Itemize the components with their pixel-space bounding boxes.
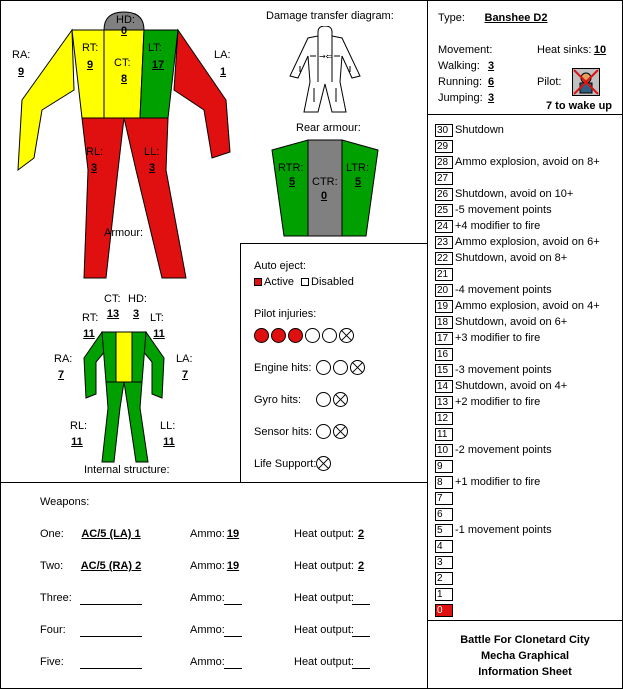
internal-structure-label: Internal structure: xyxy=(84,464,170,476)
heat-effect-label: Shutdown, avoid on 10+ xyxy=(455,188,574,200)
heat-level-box[interactable]: 5 xyxy=(435,524,453,537)
weapon-name-field[interactable]: AC/5 (LA) 1 xyxy=(81,528,141,540)
weapon-heat-field[interactable]: 2 xyxy=(357,528,365,540)
disabled-checkbox[interactable] xyxy=(301,278,309,286)
heat-effect-label: -3 movement points xyxy=(455,364,552,376)
pilot-injury-circle[interactable] xyxy=(322,328,337,343)
heat-effect-label: +4 modifier to fire xyxy=(455,220,541,232)
rear-armour-center-torso xyxy=(308,140,342,236)
heat-level-box[interactable]: 29 xyxy=(435,140,453,153)
heat-level-box[interactable]: 14 xyxy=(435,380,453,393)
heat-level-box[interactable]: 22 xyxy=(435,252,453,265)
heat-scale-row[interactable] xyxy=(435,346,455,362)
active-option-label: Active xyxy=(264,276,294,288)
heat-level-box[interactable]: 3 xyxy=(435,556,453,569)
weapon-ammo-field[interactable]: 19 xyxy=(226,528,240,540)
weapon-heat-label: Heat output: xyxy=(294,656,354,668)
weapon-slot-label: One: xyxy=(40,528,64,540)
heat-level-box[interactable]: 9 xyxy=(435,460,453,473)
heat-level-box[interactable]: 20 xyxy=(435,284,453,297)
weapon-heat-field[interactable]: 2 xyxy=(357,560,365,572)
internal-ra-label: RA: xyxy=(54,353,73,365)
pilot-injuries-label: Pilot injuries: xyxy=(254,308,317,320)
heat-scale-row[interactable] xyxy=(435,282,552,298)
rear-armour-title: Rear armour: xyxy=(296,122,361,134)
weapons-title: Weapons: xyxy=(40,496,90,508)
heat-level-box[interactable]: 13 xyxy=(435,396,453,409)
heat-scale-row[interactable] xyxy=(435,138,455,154)
heat-level-box[interactable]: 28 xyxy=(435,156,453,169)
weapon-ammo-blank[interactable] xyxy=(224,604,242,605)
internal-left-leg xyxy=(124,382,148,462)
sheet-title-line1: Battle For Clonetard City xyxy=(460,634,590,646)
heat-scale-row[interactable] xyxy=(435,426,455,442)
armour-ct-value: 8 xyxy=(120,73,128,85)
heat-scale-row[interactable] xyxy=(435,474,540,490)
weapon-heat-blank[interactable] xyxy=(352,636,370,637)
heat-level-box[interactable]: 8 xyxy=(435,476,453,489)
weapon-heat-blank[interactable] xyxy=(352,668,370,669)
armour-ll-label: LL: xyxy=(144,146,160,158)
gyro-hit-final-circle[interactable] xyxy=(333,392,348,407)
sensor-hit-circle[interactable] xyxy=(316,424,331,439)
heat-sinks-label: Heat sinks: xyxy=(537,44,592,56)
heat-level-box[interactable]: 0 xyxy=(435,604,453,617)
internal-rt-label: RT: xyxy=(82,312,99,324)
wake-up-text: 7 to wake up xyxy=(546,100,613,112)
sensor-hit-final-circle[interactable] xyxy=(333,424,348,439)
armour-right-leg xyxy=(82,118,124,278)
heat-scale-row[interactable] xyxy=(435,314,567,330)
pilot-injuries-track xyxy=(254,328,356,343)
sheet-title xyxy=(428,620,622,680)
heat-scale-row[interactable] xyxy=(435,506,455,522)
walking-label: Walking: xyxy=(438,60,480,72)
heat-scale-row[interactable] xyxy=(435,154,600,170)
heat-level-box[interactable]: 10 xyxy=(435,444,453,457)
gyro-hit-circle[interactable] xyxy=(316,392,331,407)
rear-armour-right-torso xyxy=(272,140,308,236)
heat-effect-label: -1 movement points xyxy=(455,524,552,536)
heat-scale-row[interactable] xyxy=(435,442,552,458)
armour-label: Armour: xyxy=(104,227,144,239)
rear-armour-left-torso xyxy=(342,140,378,236)
pilot-injury-circle[interactable] xyxy=(254,328,269,343)
running-value: 6 xyxy=(487,76,495,88)
armour-ll-value: 3 xyxy=(148,162,156,174)
weapon-name-blank[interactable] xyxy=(80,636,142,637)
engine-hit-final-circle[interactable] xyxy=(350,360,365,375)
weapon-heat-label: Heat output: xyxy=(294,528,354,540)
weapon-name-blank[interactable] xyxy=(80,604,142,605)
internal-structure-diagram xyxy=(80,328,170,464)
auto-eject-options xyxy=(254,276,354,288)
heat-effect-label: Ammo explosion, avoid on 6+ xyxy=(455,236,600,248)
pilot-injury-circle[interactable] xyxy=(288,328,303,343)
sheet-title-line3: Information Sheet xyxy=(478,666,572,678)
movement-label: Movement: xyxy=(438,44,493,56)
armour-ra-label: RA: xyxy=(12,49,31,61)
weapon-slot-label: Five: xyxy=(40,656,64,668)
rear-armour-ctr-label: CTR: xyxy=(312,176,338,188)
life-support-label: Life Support: xyxy=(254,458,317,470)
heat-scale-row[interactable] xyxy=(435,298,600,314)
internal-ct-label: CT: xyxy=(104,293,121,305)
heat-scale-row[interactable] xyxy=(435,250,567,266)
heat-scale-row[interactable] xyxy=(435,394,540,410)
weapon-name-blank[interactable] xyxy=(80,668,142,669)
armour-ct-label: CT: xyxy=(114,57,131,69)
heat-effect-label: Ammo explosion, avoid on 4+ xyxy=(455,300,600,312)
auto-eject-active-option[interactable] xyxy=(254,276,294,288)
rear-armour-ctr-value: 0 xyxy=(320,190,328,202)
gyro-hits-track xyxy=(316,392,350,407)
jumping-value: 3 xyxy=(487,92,495,104)
heat-level-box[interactable]: 15 xyxy=(435,364,453,377)
weapon-heat-label: Heat output: xyxy=(294,592,354,604)
heat-scale-row[interactable] xyxy=(435,570,455,586)
rear-armour-ltr-label: LTR: xyxy=(346,162,370,174)
internal-ra-value: 7 xyxy=(57,369,65,381)
internal-ll-label: LL: xyxy=(160,420,176,432)
heat-level-box[interactable]: 24 xyxy=(435,220,453,233)
heat-level-box[interactable]: 7 xyxy=(435,492,453,505)
armour-hd-label: HD: xyxy=(116,14,135,26)
heat-level-box[interactable]: 1 xyxy=(435,588,453,601)
heat-scale-row[interactable] xyxy=(435,554,455,570)
heat-level-box[interactable]: 16 xyxy=(435,348,453,361)
armour-rt-value: 9 xyxy=(86,59,94,71)
heat-level-box[interactable]: 18 xyxy=(435,316,453,329)
pilot-unconscious-icon[interactable] xyxy=(572,68,600,96)
active-checkbox[interactable] xyxy=(254,278,262,286)
heat-effect-label: Ammo explosion, avoid on 8+ xyxy=(455,156,600,168)
heat-effect-label: -2 movement points xyxy=(455,444,552,456)
internal-right-leg xyxy=(102,382,124,462)
heat-scale-row[interactable] xyxy=(435,538,455,554)
armour-diagram xyxy=(0,0,240,290)
internal-left-torso xyxy=(132,332,146,382)
rear-armour-diagram xyxy=(270,138,380,238)
walking-value: 3 xyxy=(487,60,495,72)
rear-armour-ltr-value: 5 xyxy=(354,176,362,188)
heat-level-box[interactable]: 12 xyxy=(435,412,453,425)
heat-effect-label: -4 movement points xyxy=(455,284,552,296)
heat-scale-row[interactable] xyxy=(435,122,504,138)
heat-scale-row[interactable] xyxy=(435,234,600,250)
engine-hits-label: Engine hits: xyxy=(254,362,312,374)
type-label: Type: xyxy=(438,12,465,24)
heat-scale-row[interactable] xyxy=(435,362,552,378)
heat-scale-row[interactable] xyxy=(435,378,567,394)
heat-scale-row[interactable] xyxy=(435,186,573,202)
heat-effect-label: Shutdown, avoid on 8+ xyxy=(455,252,568,264)
heat-effect-label: +1 modifier to fire xyxy=(455,476,541,488)
armour-la-value: 1 xyxy=(219,66,227,78)
auto-eject-disabled-option[interactable] xyxy=(301,276,354,288)
weapon-slot-label: Four: xyxy=(40,624,66,636)
internal-hd-value: 3 xyxy=(132,308,140,320)
damage-transfer-diagram xyxy=(280,26,370,116)
svg-text:→⇐: →⇐ xyxy=(319,52,333,61)
armour-left-leg xyxy=(124,118,186,278)
internal-rt-value: 11 xyxy=(83,328,95,340)
weapon-heat-blank[interactable] xyxy=(352,604,370,605)
life-support-circle[interactable] xyxy=(316,456,331,471)
weapon-ammo-label: Ammo: xyxy=(190,528,225,540)
heat-scale-row[interactable] xyxy=(435,218,540,234)
heat-level-box[interactable]: 19 xyxy=(435,300,453,313)
heat-level-box[interactable]: 30 xyxy=(435,124,453,137)
internal-la-value: 7 xyxy=(181,369,189,381)
heat-scale-row[interactable] xyxy=(435,490,455,506)
heat-level-box[interactable]: 23 xyxy=(435,236,453,249)
rear-armour-rtr-value: 5 xyxy=(288,176,296,188)
armour-rl-value: 3 xyxy=(90,162,98,174)
heat-scale-row[interactable] xyxy=(435,266,455,282)
damage-transfer-title: Damage transfer diagram: xyxy=(266,10,394,22)
auto-eject-label: Auto eject: xyxy=(254,260,306,272)
heat-scale-row[interactable] xyxy=(435,458,455,474)
pilot-injury-circle[interactable] xyxy=(305,328,320,343)
weapon-ammo-label: Ammo: xyxy=(190,560,225,572)
weapon-heat-label: Heat output: xyxy=(294,560,354,572)
weapon-slot-label: Three: xyxy=(40,592,72,604)
engine-hit-circle[interactable] xyxy=(316,360,331,375)
jumping-label: Jumping: xyxy=(438,92,483,104)
gyro-hits-label: Gyro hits: xyxy=(254,394,302,406)
weapon-ammo-label: Ammo: xyxy=(190,592,225,604)
internal-ll-value: 11 xyxy=(163,436,175,448)
heat-scale-row[interactable] xyxy=(435,602,455,618)
heat-level-box[interactable]: 17 xyxy=(435,332,453,345)
heat-level-box[interactable]: 26 xyxy=(435,188,453,201)
heat-effect-label: -5 movement points xyxy=(455,204,552,216)
weapon-ammo-blank[interactable] xyxy=(224,636,242,637)
heat-level-box[interactable]: 4 xyxy=(435,540,453,553)
weapon-name-field[interactable]: AC/5 (RA) 2 xyxy=(80,560,142,572)
heat-level-box[interactable]: 2 xyxy=(435,572,453,585)
heat-scale-row[interactable] xyxy=(435,170,455,186)
running-label: Running: xyxy=(438,76,483,88)
internal-la-label: LA: xyxy=(176,353,193,365)
weapon-slot-label: Two: xyxy=(40,560,64,572)
armour-rt-label: RT: xyxy=(82,42,99,54)
disabled-option-label: Disabled xyxy=(311,276,354,288)
internal-center-torso xyxy=(116,332,132,382)
internal-ct-value: 13 xyxy=(106,308,120,320)
weapons-panel-border xyxy=(0,482,428,483)
heat-level-box[interactable]: 11 xyxy=(435,428,453,441)
heat-scale-row[interactable] xyxy=(435,410,455,426)
heat-effect-label: +3 modifier to fire xyxy=(455,332,541,344)
heat-effect-label: Shutdown xyxy=(455,124,504,136)
heat-effect-label: +2 modifier to fire xyxy=(455,396,541,408)
engine-hits-track xyxy=(316,360,367,375)
mech-info-panel-border xyxy=(427,114,623,115)
armour-lt-label: LT: xyxy=(148,42,162,54)
engine-hit-circle[interactable] xyxy=(333,360,348,375)
heat-level-box[interactable]: 25 xyxy=(435,204,453,217)
weapon-ammo-label: Ammo: xyxy=(190,656,225,668)
armour-rl-label: RL: xyxy=(86,146,104,158)
sheet-title-line2: Mecha Graphical xyxy=(480,650,570,662)
internal-hd-label: HD: xyxy=(128,293,147,305)
armour-la-label: LA: xyxy=(214,49,231,61)
armour-lt-value: 17 xyxy=(151,59,165,71)
internal-rl-value: 11 xyxy=(71,436,83,448)
heat-scale-row[interactable] xyxy=(435,202,552,218)
sensor-hits-track xyxy=(316,424,350,439)
weapon-ammo-field[interactable]: 19 xyxy=(226,560,240,572)
heat-effect-label: Shutdown, avoid on 6+ xyxy=(455,316,568,328)
weapon-ammo-blank[interactable] xyxy=(224,668,242,669)
heat-level-box[interactable]: 21 xyxy=(435,268,453,281)
heat-scale-row[interactable] xyxy=(435,586,455,602)
mech-type-value: Banshee D2 xyxy=(484,12,548,24)
armour-hd-value: 0 xyxy=(120,25,128,37)
armour-ra-value: 9 xyxy=(17,66,25,78)
weapon-heat-label: Heat output: xyxy=(294,624,354,636)
internal-rl-label: RL: xyxy=(70,420,88,432)
internal-right-torso xyxy=(102,332,116,382)
pilot-label: Pilot: xyxy=(537,76,562,88)
heat-scale-row[interactable] xyxy=(435,330,540,346)
heat-level-box[interactable]: 27 xyxy=(435,172,453,185)
pilot-injury-circle[interactable] xyxy=(271,328,286,343)
pilot-injury-death-circle[interactable] xyxy=(339,328,354,343)
heat-level-box[interactable]: 6 xyxy=(435,508,453,521)
heat-sinks-value: 10 xyxy=(593,44,607,56)
heat-effect-label: Shutdown, avoid on 4+ xyxy=(455,380,568,392)
rear-armour-rtr-label: RTR: xyxy=(278,162,304,174)
weapon-ammo-label: Ammo: xyxy=(190,624,225,636)
internal-lt-label: LT: xyxy=(150,312,164,324)
life-support-track xyxy=(316,456,333,471)
heat-scale-row[interactable] xyxy=(435,522,552,538)
sensor-hits-label: Sensor hits: xyxy=(254,426,313,438)
internal-lt-value: 11 xyxy=(153,328,165,340)
